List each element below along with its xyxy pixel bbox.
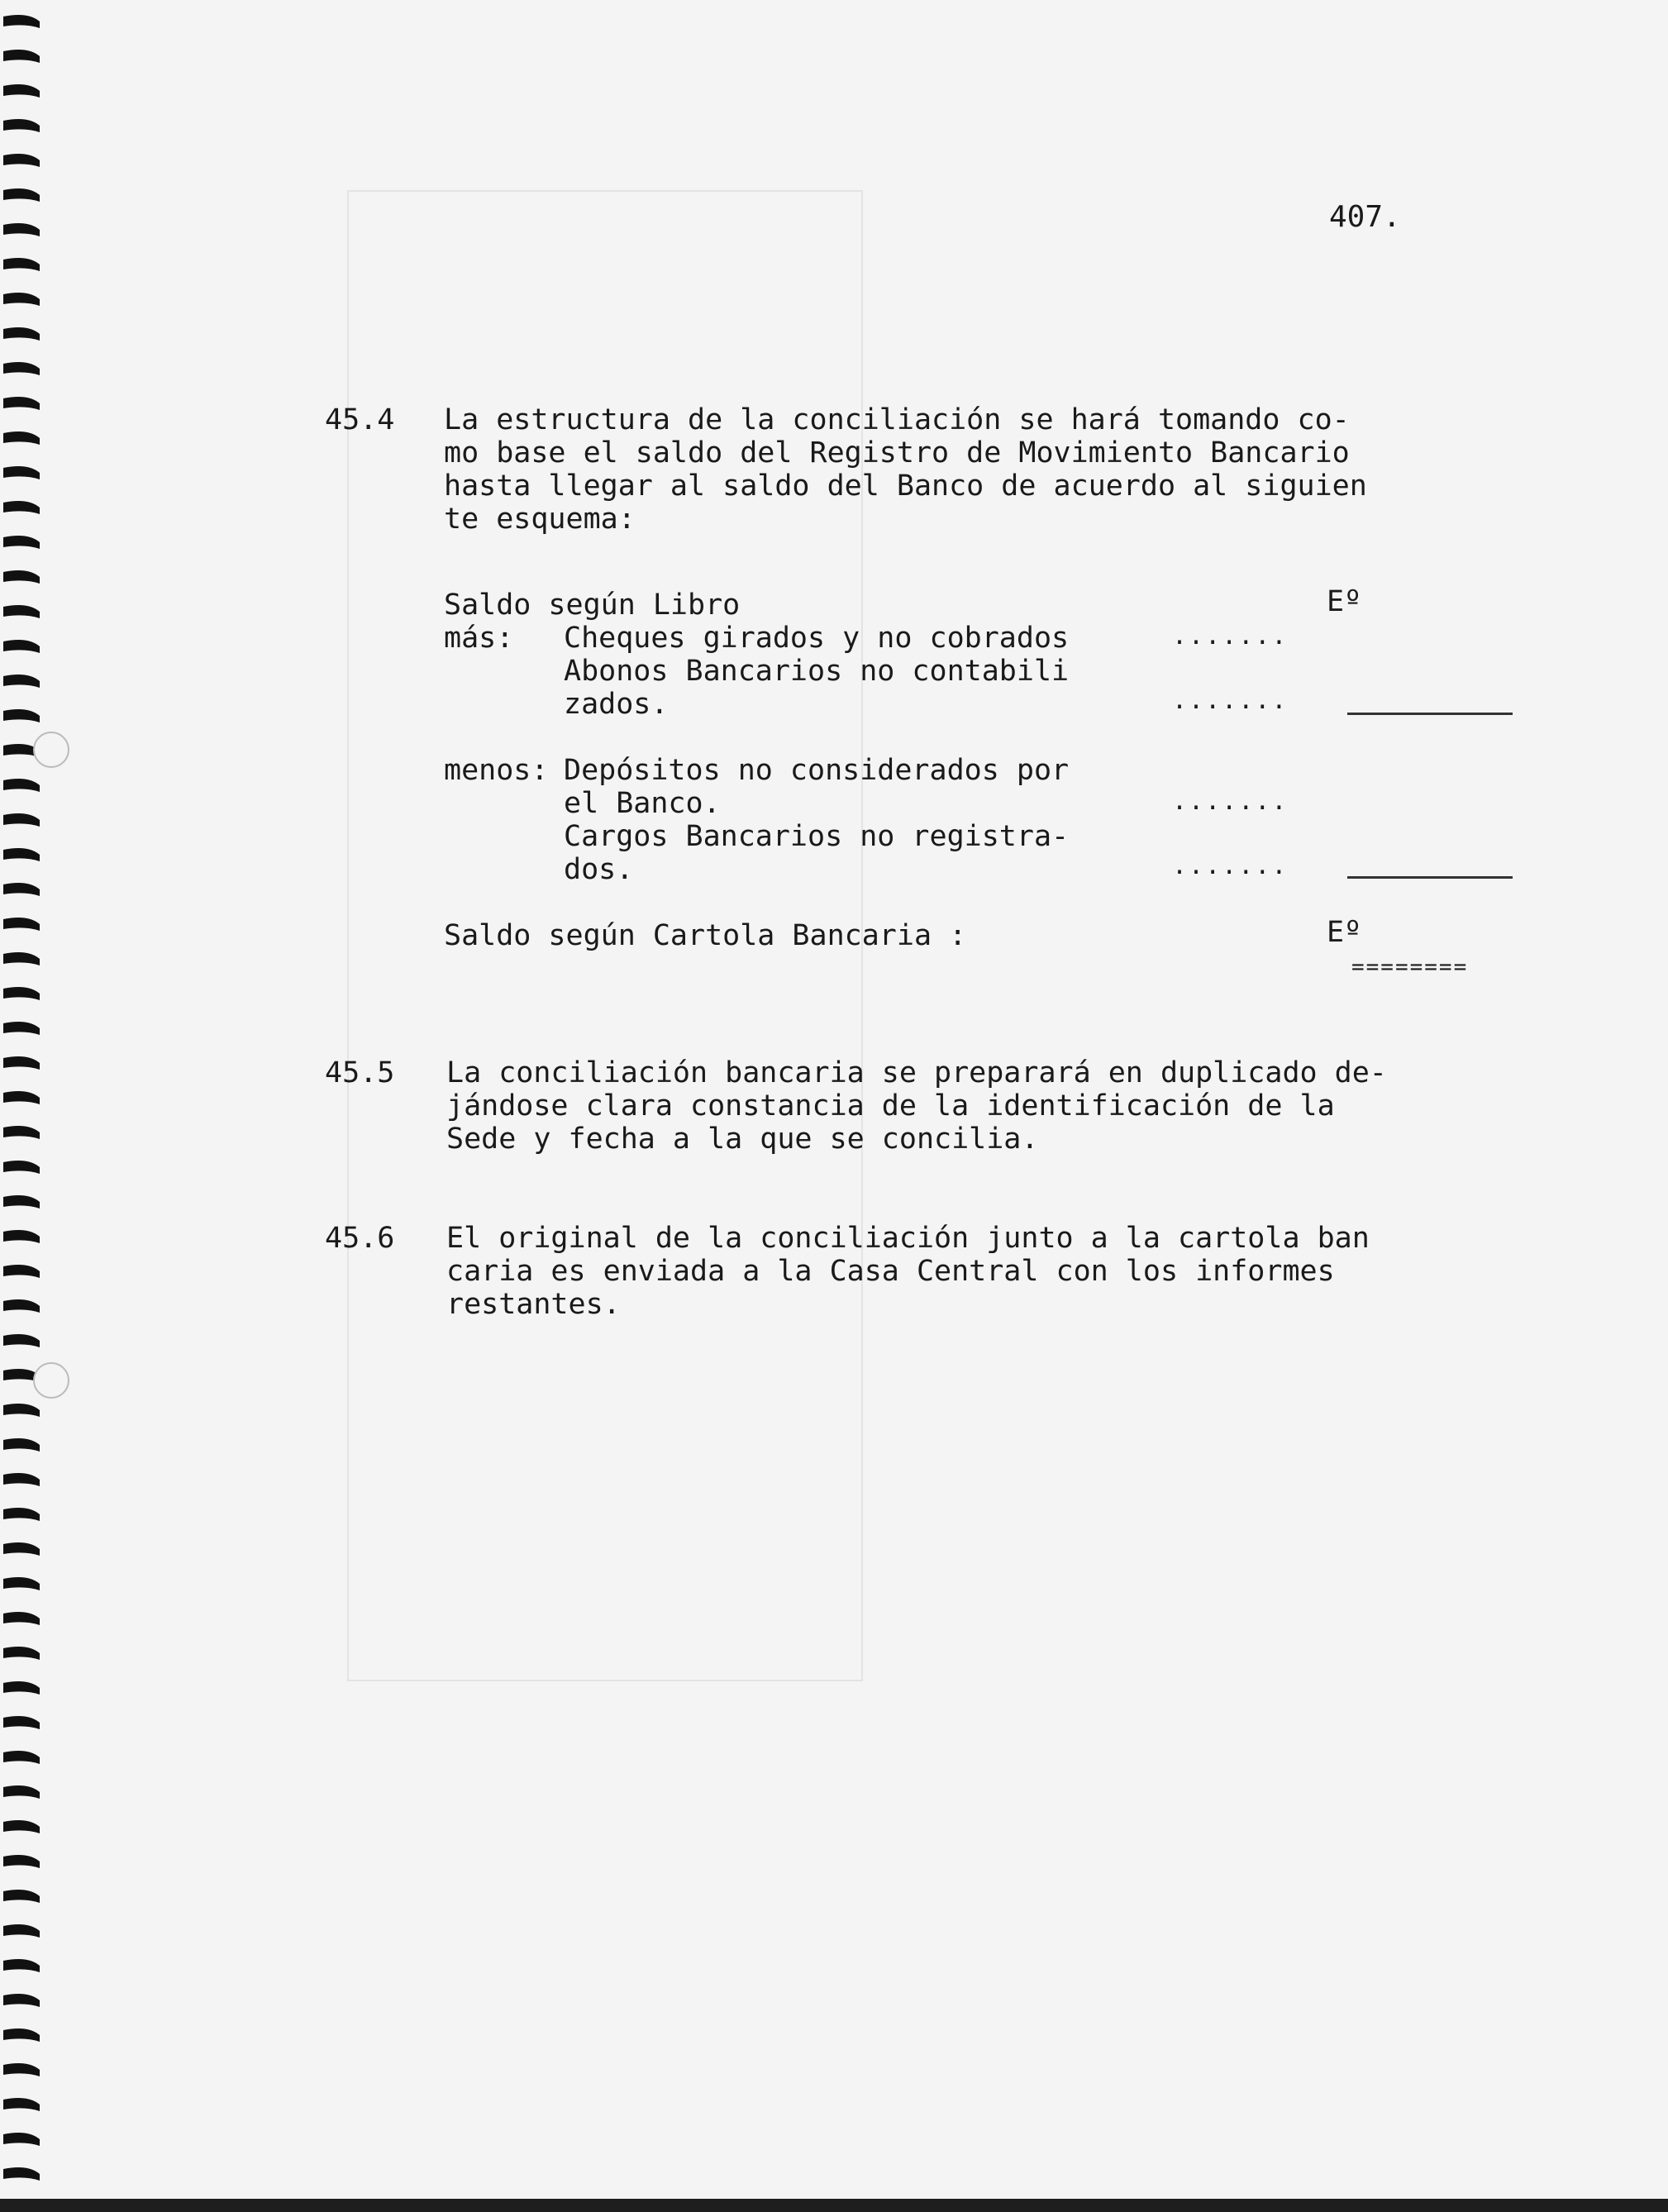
- leader-dots: .......: [1172, 787, 1289, 816]
- scheme-item: dos.: [564, 853, 634, 886]
- spiral-coil: [3, 1473, 40, 1486]
- spiral-coil: [3, 2028, 40, 2042]
- paragraph-line: El original de la conciliación junto a la cartola ban: [446, 1222, 1370, 1255]
- spiral-coil: [3, 848, 40, 861]
- subtotal-rule: [1347, 713, 1513, 715]
- spiral-coil: [3, 605, 40, 618]
- spiral-coil: [3, 1508, 40, 1521]
- spiral-coil: [3, 1022, 40, 1035]
- leader-dots: .......: [1172, 622, 1289, 651]
- scheme-item: Depósitos no considerados por: [564, 754, 1070, 787]
- leader-dots: .......: [1172, 851, 1289, 880]
- section-number: 45.6: [325, 1222, 395, 1255]
- saldo-libro-label: Saldo según Libro: [444, 589, 741, 622]
- subtotal-rule: [1347, 876, 1513, 879]
- spiral-coil: [3, 327, 40, 341]
- spiral-coil: [3, 640, 40, 653]
- currency-symbol: Eº: [1327, 585, 1362, 618]
- spiral-coil: [3, 223, 40, 236]
- spiral-coil: [3, 1438, 40, 1452]
- spiral-coil: [3, 188, 40, 202]
- spiral-coil: [3, 1542, 40, 1556]
- spiral-binding: [0, 0, 58, 2212]
- spiral-coil: [3, 813, 40, 827]
- spiral-coil: [3, 431, 40, 445]
- paragraph-line: mo base el saldo del Registro de Movimiento Bancario: [444, 436, 1350, 470]
- page-number: 407.: [1329, 200, 1401, 234]
- scheme-item: Cargos Bancarios no registra-: [564, 820, 1070, 853]
- spiral-coil: [3, 1161, 40, 1174]
- spiral-coil: [3, 258, 40, 271]
- total-double-rule: ========: [1351, 955, 1469, 980]
- spiral-coil: [3, 536, 40, 549]
- spiral-coil: [3, 918, 40, 931]
- spiral-coil: [3, 1785, 40, 1799]
- spiral-coil: [3, 2063, 40, 2076]
- paragraph-line: Sede y fecha a la que se concilia.: [446, 1123, 1039, 1156]
- spiral-coil: [3, 1612, 40, 1625]
- scheme-item: Cheques girados y no cobrados: [564, 622, 1070, 655]
- leader-dots: .......: [1172, 686, 1289, 715]
- spiral-coil: [3, 779, 40, 792]
- menos-label: menos:: [444, 754, 549, 787]
- page-bottom-edge: [0, 2199, 1668, 2212]
- spiral-coil: [3, 15, 40, 28]
- paragraph-line: La estructura de la conciliación se hará tomando co-: [444, 403, 1350, 436]
- spiral-coil: [3, 1716, 40, 1729]
- paragraph-line: caria es enviada a la Casa Central con los informes: [446, 1255, 1335, 1288]
- spiral-coil: [3, 1681, 40, 1695]
- spiral-coil: [3, 119, 40, 132]
- spiral-coil: [3, 2167, 40, 2181]
- spiral-coil: [3, 84, 40, 98]
- spiral-coil: [3, 1959, 40, 1972]
- spiral-coil: [3, 709, 40, 722]
- spiral-coil: [3, 883, 40, 896]
- spiral-coil: [3, 50, 40, 63]
- spiral-coil: [3, 1299, 40, 1313]
- spiral-coil: [3, 1126, 40, 1139]
- currency-symbol: Eº: [1327, 916, 1362, 949]
- spiral-coil: [3, 570, 40, 584]
- section-number: 45.5: [325, 1056, 395, 1089]
- spiral-coil: [3, 2098, 40, 2111]
- scheme-item: el Banco.: [564, 787, 721, 820]
- spiral-coil: [3, 1230, 40, 1243]
- spiral-coil: [3, 1056, 40, 1070]
- spiral-coil: [3, 1647, 40, 1660]
- saldo-cartola-label: Saldo según Cartola Bancaria :: [444, 919, 967, 952]
- spiral-coil: [3, 987, 40, 1000]
- binding-hole: [33, 732, 69, 768]
- paragraph-line: hasta llegar al saldo del Banco de acuerdo al siguien: [444, 470, 1367, 503]
- spiral-coil: [3, 1820, 40, 1833]
- spiral-coil: [3, 501, 40, 514]
- spiral-coil: [3, 1091, 40, 1104]
- spiral-coil: [3, 1994, 40, 2007]
- spiral-coil: [3, 1265, 40, 1278]
- spiral-coil: [3, 1577, 40, 1590]
- spiral-coil: [3, 154, 40, 167]
- section-number: 45.4: [325, 403, 395, 436]
- spiral-coil: [3, 1751, 40, 1764]
- spiral-coil: [3, 675, 40, 688]
- paragraph-line: jándose clara constancia de la identificación de la: [446, 1089, 1335, 1123]
- paragraph-line: La conciliación bancaria se preparará en duplicado de-: [446, 1056, 1387, 1089]
- spiral-coil: [3, 293, 40, 306]
- scheme-item: zados.: [564, 688, 669, 721]
- scheme-item: Abonos Bancarios no contabili: [564, 655, 1070, 688]
- spiral-coil: [3, 2133, 40, 2146]
- paragraph-line: te esquema:: [444, 503, 636, 536]
- spiral-coil: [3, 466, 40, 479]
- spiral-coil: [3, 1195, 40, 1208]
- spiral-coil: [3, 397, 40, 410]
- mas-label: más:: [444, 622, 514, 655]
- paragraph-line: restantes.: [446, 1288, 621, 1321]
- spiral-coil: [3, 1890, 40, 1903]
- spiral-coil: [3, 1334, 40, 1347]
- spiral-coil: [3, 1404, 40, 1417]
- spiral-coil: [3, 362, 40, 375]
- binding-hole: [33, 1362, 69, 1399]
- spiral-coil: [3, 952, 40, 965]
- spiral-coil: [3, 1924, 40, 1938]
- spiral-coil: [3, 1855, 40, 1868]
